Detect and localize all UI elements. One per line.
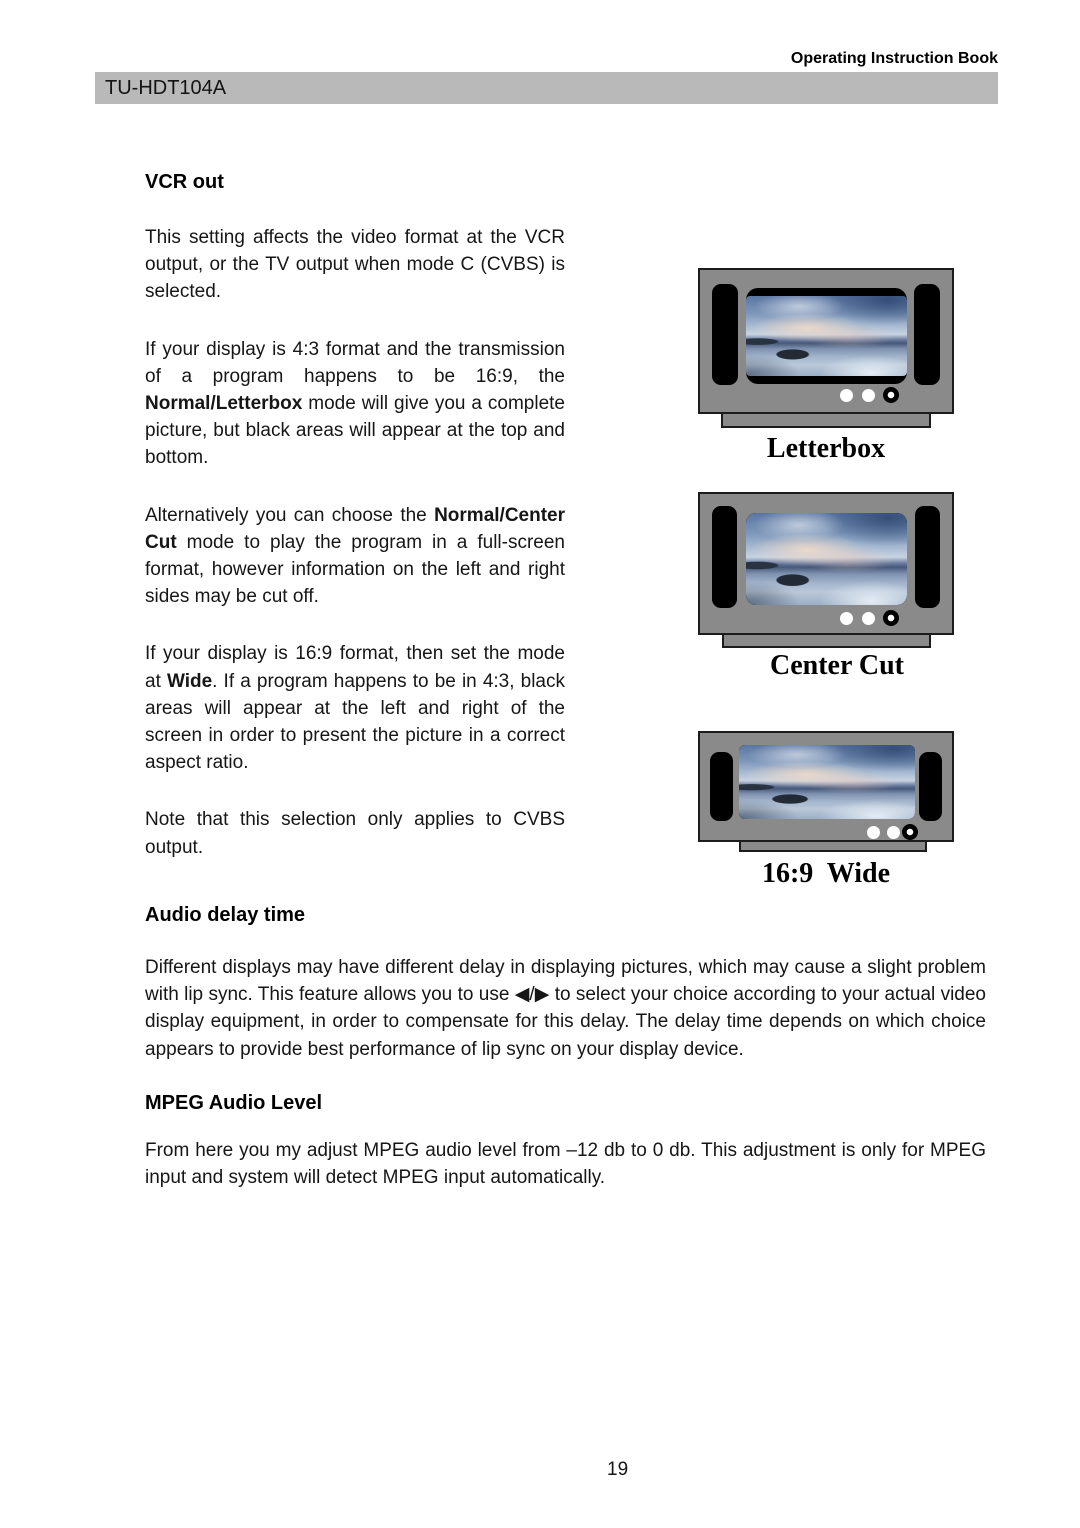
tv-speaker-right xyxy=(919,752,942,821)
tv-speaker-left xyxy=(712,506,737,608)
tv-speaker-right xyxy=(915,506,940,608)
tv-stand xyxy=(722,633,931,648)
vcr-paragraph-1: This setting affects the video format at the VCR output, or the TV output when mode C (CVBS) is selected. xyxy=(145,227,565,303)
seascape-image xyxy=(739,745,915,819)
audio-delay-paragraph: Different displays may have different delay in displaying pictures, which may cause a slight problem with lip sync. This feature allows you to use ◀/▶ to select your choice according to your actual video display equipment, in order to compensate for this delay. The delay time depends on which choice appears to provide best performance of lip sync on your display device. xyxy=(145,957,986,1060)
seascape-image xyxy=(746,296,907,376)
text-run: Alternatively you can choose the xyxy=(145,504,435,526)
text-run: mode to play the program in a full-screen format, however information on the left and right sides may be cut off. xyxy=(145,531,565,608)
control-button-icon xyxy=(862,389,875,402)
power-knob-icon xyxy=(883,610,899,626)
tv-stand xyxy=(721,412,931,428)
text-run: . If a program happens to be in 4:3, black areas will appear at the left and right of the screen in order to present the picture in a correct aspect ratio. xyxy=(145,670,565,774)
tv-screen xyxy=(739,745,915,819)
audio-delay-heading: Audio delay time xyxy=(145,904,306,926)
vcr-heading: VCR out xyxy=(145,171,224,193)
seascape-image xyxy=(746,513,907,605)
control-button-icon xyxy=(862,612,875,625)
tv-screen xyxy=(746,288,907,384)
figure-center-cut xyxy=(698,492,954,682)
tv-speaker-left xyxy=(710,752,733,821)
figure-label: 16:9 Wide xyxy=(761,858,891,889)
figure-label: Center Cut xyxy=(769,650,904,681)
figure-label: Letterbox xyxy=(766,433,886,464)
vcr-paragraph-3 xyxy=(145,502,565,611)
power-knob-icon xyxy=(902,824,918,840)
tv-body xyxy=(698,268,954,414)
text-run-bold: Wide xyxy=(166,670,213,692)
vcr-section xyxy=(145,170,565,861)
tv-body xyxy=(698,731,954,842)
control-button-icon xyxy=(840,612,853,625)
text-run: mode will give you a complete picture, but black areas will appear at the top and bottom. xyxy=(145,393,565,469)
figure-letterbox xyxy=(698,268,954,465)
header-book-title: Operating Instruction Book xyxy=(790,50,998,67)
mpeg-heading: MPEG Audio Level xyxy=(145,1091,323,1114)
text-run: If your display is 16:9 format, then set the mode at xyxy=(145,643,565,692)
power-knob-icon xyxy=(883,387,899,403)
figure-wide xyxy=(698,731,954,890)
vcr-paragraph-4 xyxy=(145,640,565,776)
text-run-bold: Normal/Center Cut xyxy=(145,504,565,553)
page-number: 19 xyxy=(607,1459,629,1480)
text-run-bold: Normal/Letterbox xyxy=(145,393,303,415)
model-label: TU-HDT104A xyxy=(105,77,227,99)
tv-speaker-right xyxy=(914,284,940,385)
text-run: If your display is 4:3 format and the transmission of a program happens to be 16:9, the xyxy=(145,338,565,387)
control-button-icon xyxy=(887,826,900,839)
tv-screen xyxy=(746,513,907,605)
model-bar xyxy=(95,72,998,104)
vcr-paragraph-5: Note that this selection only applies to CVBS output. xyxy=(145,809,565,858)
tv-body xyxy=(698,492,954,635)
control-button-icon xyxy=(840,389,853,402)
vcr-paragraph-2 xyxy=(145,336,565,472)
lower-sections xyxy=(145,903,986,1191)
control-button-icon xyxy=(867,826,880,839)
mpeg-paragraph: From here you my adjust MPEG audio level from –12 db to 0 db. This adjustment is only for MPEG input and system will detect MPEG input automatically. xyxy=(145,1139,986,1189)
tv-speaker-left xyxy=(712,284,738,385)
